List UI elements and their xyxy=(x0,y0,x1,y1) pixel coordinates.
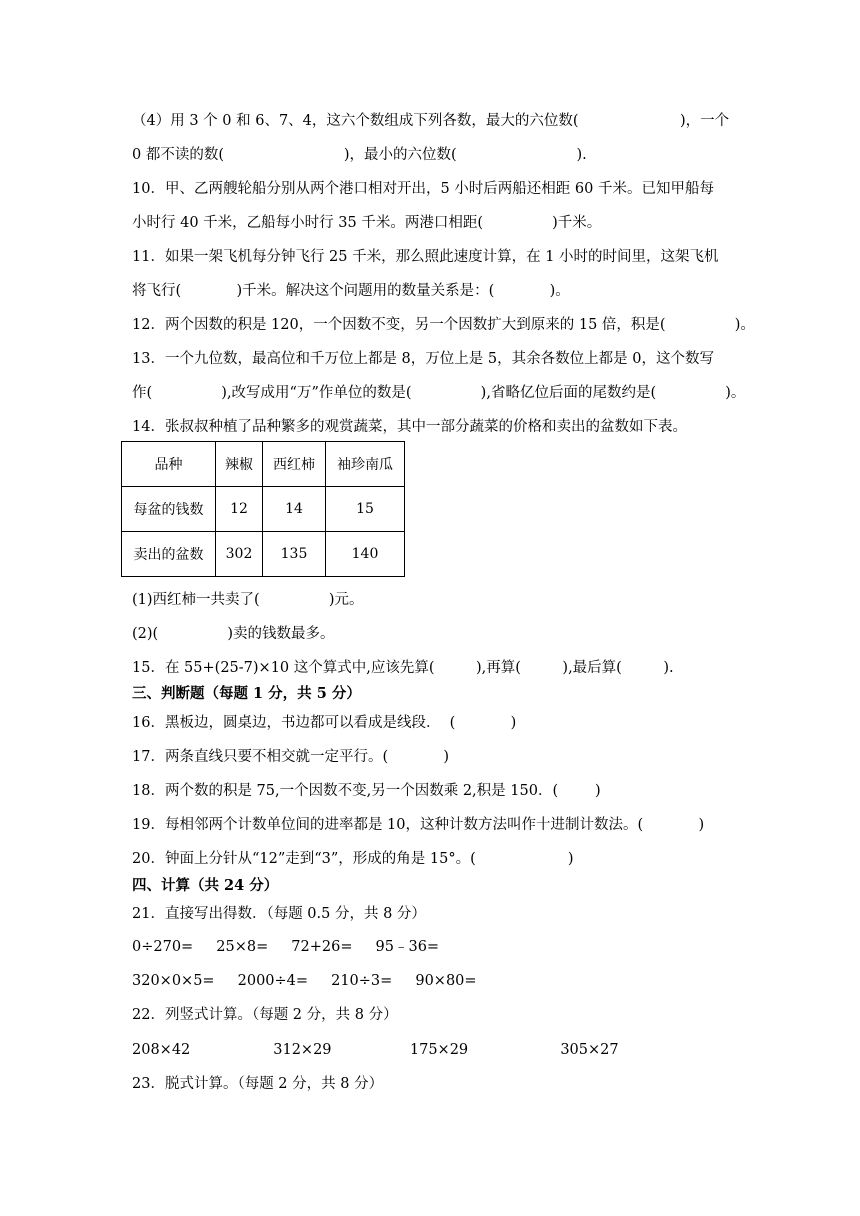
table-row xyxy=(122,487,405,532)
q22-title: 22．列竖式计算。（每题 2 分，共 8 分） xyxy=(132,1007,398,1023)
section-heading-judgement: 三、判断题（每题 1 分，共 5 分） xyxy=(132,685,361,702)
q23-title: 23．脱式计算。（每题 2 分，共 8 分） xyxy=(132,1076,384,1092)
q22-line1: 208×42 312×29 175×29 305×27 xyxy=(132,1042,619,1058)
q15: 15．在 55+(25-7)×10 这个算式中,应该先算( ),再算( ),最后算( ). xyxy=(132,660,674,676)
q14-sub1: (1)西红柿一共卖了( )元。 xyxy=(132,592,364,608)
q14-text: 14．张叔叔种植了品种繁多的观赏蔬菜，其中一部分蔬菜的价格和卖出的盆数如下表。 xyxy=(132,419,687,435)
table-cell: 302 xyxy=(216,532,263,577)
table-header-cell: 品种 xyxy=(122,442,216,487)
q19: 19．每相邻两个计数单位间的进率都是 10，这种计数方法叫作十进制计数法。( ) xyxy=(132,817,705,833)
table-header-row xyxy=(122,442,405,487)
table-cell: 140 xyxy=(326,532,405,577)
table-header-cell: 袖珍南瓜 xyxy=(326,442,405,487)
table-cell: 14 xyxy=(263,487,326,532)
q21-title: 21．直接写出得数．（每题 0.5 分，共 8 分） xyxy=(132,906,426,922)
q17: 17．两条直线只要不相交就一定平行。( ) xyxy=(132,749,450,765)
table-cell: 12 xyxy=(216,487,263,532)
table-header-cell: 西红柿 xyxy=(263,442,326,487)
table-cell: 135 xyxy=(263,532,326,577)
q16: 16．黑板边，圆桌边，书边都可以看成是线段． ( ) xyxy=(132,715,517,731)
q11-line1: 11．如果一架飞机每分钟飞行 25 千米，那么照此速度计算，在 1 小时的时间里，这架飞机 xyxy=(132,249,719,265)
q9-4-line1: （4）用 3 个 0 和 6、7、4，这六个数组成下列各数，最大的六位数( )，一个 xyxy=(132,113,730,129)
table-cell: 每盆的钱数 xyxy=(122,487,216,532)
q12: 12．两个因数的积是 120，一个因数不变，另一个因数扩大到原来的 15 倍，积是( )。 xyxy=(132,317,755,333)
q14-sub2: (2)( )卖的钱数最多。 xyxy=(132,626,335,642)
vegetable-price-table xyxy=(121,441,405,577)
q10-line1: 10．甲、乙两艘轮船分别从两个港口相对开出，5 小时后两船还相距 60 千米。已知甲船每 xyxy=(132,181,714,197)
q13-line2: 作( ),改写成用“万”作单位的数是( ),省略亿位后面的尾数约是( )。 xyxy=(132,385,746,401)
q18: 18．两个数的积是 75,一个因数不变,另一个因数乘 2,积是 150．( ) xyxy=(132,783,601,799)
section-heading-calculation: 四、计算（共 24 分） xyxy=(132,877,279,894)
q9-4-line2: 0 都不读的数( )，最小的六位数( ). xyxy=(132,147,587,163)
table-header-cell: 辣椒 xyxy=(216,442,263,487)
q10-line2: 小时行 40 千米，乙船每小时行 35 千米。两港口相距( )千米。 xyxy=(132,215,602,231)
q13-line1: 13．一个九位数，最高位和千万位上都是 8，万位上是 5，其余各数位上都是 0，这个数写 xyxy=(132,351,714,367)
q20: 20．钟面上分针从“12”走到“3”，形成的角是 15°。( ) xyxy=(132,851,574,867)
table-cell: 15 xyxy=(326,487,405,532)
table-cell: 卖出的盆数 xyxy=(122,532,216,577)
q21-line1: 0÷270= 25×8= 72+26= 95﹣36= xyxy=(132,939,440,955)
q21-line2: 320×0×5= 2000÷4= 210÷3= 90×80= xyxy=(132,973,477,989)
q11-line2: 将飞行( )千米。解决这个问题用的数量关系是：( )。 xyxy=(132,283,570,299)
table-row xyxy=(122,532,405,577)
